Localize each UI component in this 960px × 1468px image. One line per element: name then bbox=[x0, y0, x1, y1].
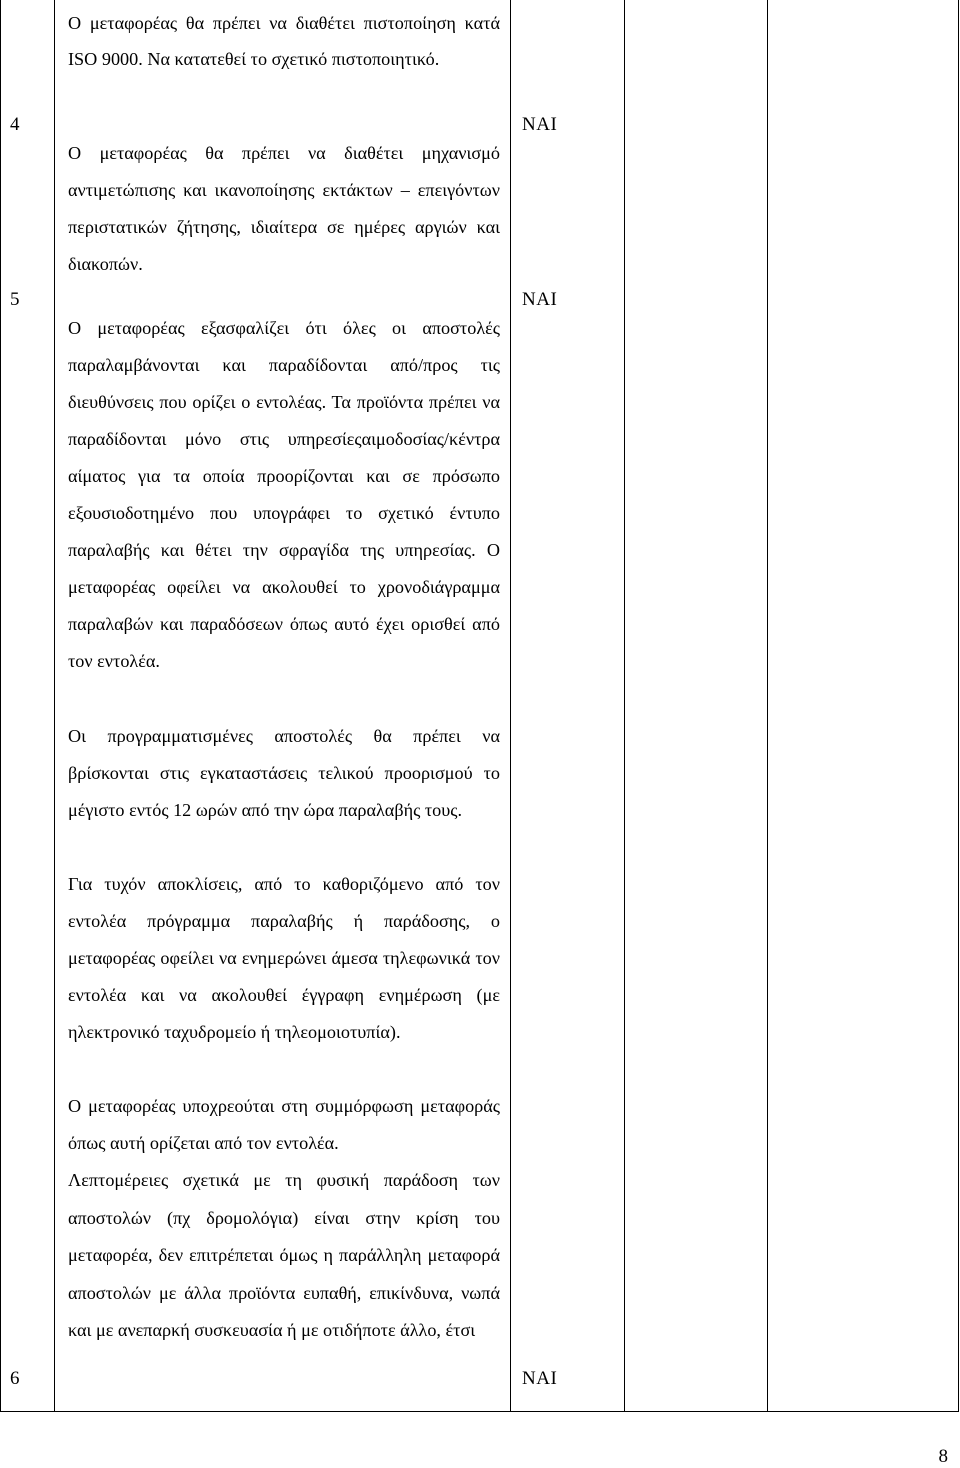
row-requirement-text: Λεπτομέρειες σχετικά με τη φυσική παράδοση των αποστολών (πχ δρομολόγια) είναι στην κρίση του μεταφορέα, δεν επιτρέπεται όμως η παράλληλη μεταφορά αποστολών με άλλα προϊόντα ευπαθή, επικίνδυνα, νωπά και με ανεπαρκή συσκευασία ή με οτιδήποτε άλλο, έτσι bbox=[68, 1170, 500, 1340]
table-divider-text bbox=[510, 0, 511, 1412]
row-number: 6 bbox=[10, 1368, 20, 1389]
row-requirement-text: Ο μεταφορέας θα πρέπει να διαθέτει πιστοποίηση κατά ISO 9000. Να κατατεθεί το σχετικό πιστοποιητικό. bbox=[68, 13, 500, 69]
row-number: 5 bbox=[10, 289, 20, 310]
row-answer: ΝΑΙ bbox=[522, 114, 558, 135]
row-requirement-text: Ο μεταφορέας θα πρέπει να διαθέτει μηχανισμό αντιμετώπισης και ικανοποίησης εκτάκτων – επειγόντων περιστατικών ζήτησης, ιδιαίτερα σε ημέρες αργιών και διακοπών. bbox=[68, 143, 500, 274]
table-border-left bbox=[0, 0, 1, 1412]
row-requirement-text: Για τυχόν αποκλίσεις, από το καθοριζόμενο από τον εντολέα πρόγραμμα παραλαβής ή παράδοσης, ο μεταφορέας οφείλει να ενημερώνει άμεσα τηλεφωνικά τον εντολέα και να ακολουθεί έγγραφη ενημέρωση (με ηλεκτρονικό ταχυδρομείο ή τηλεομοιοτυπία). bbox=[68, 874, 500, 1042]
table-divider-notes bbox=[767, 0, 768, 1412]
row-answer: ΝΑΙ bbox=[522, 1368, 558, 1389]
row-requirement-text: Οι προγραμματισμένες αποστολές θα πρέπει να βρίσκονται στις εγκαταστάσεις τελικού προορισμού το μέγιστο εντός 12 ωρών από την ώρα παραλαβής τους. bbox=[68, 726, 500, 820]
table-divider-number bbox=[54, 0, 55, 1412]
table-border-bottom bbox=[0, 1411, 959, 1412]
table-border-right bbox=[958, 0, 959, 1412]
row-requirement-text: Ο μεταφορέας εξασφαλίζει ότι όλες οι αποστολές παραλαμβάνονται και παραδίδονται από/προς τις διευθύνσεις που ορίζει ο εντολέας. Τα προϊόντα πρέπει να παραδίδονται μόνο στις υπηρεσίεςαιμοδοσίας/κέντρα αίματος για τα οποία προορίζονται και σε πρόσωπο εξουσιοδοτημένο που υπογράφει το σχετικό έντυπο παραλαβής και θέτει την σφραγίδα της υπηρεσίας. Ο μεταφορέας οφείλει να ακολουθεί το χρονοδιάγραμμα παραλαβών και παραδόσεων όπως αυτό έχει ορισθεί από τον εντολέα. bbox=[68, 318, 500, 671]
row-answer: ΝΑΙ bbox=[522, 289, 558, 310]
page-number: 8 bbox=[938, 1446, 948, 1467]
row-requirement-text: Ο μεταφορέας υποχρεούται στη συμμόρφωση μεταφοράς όπως αυτή ορίζεται από τον εντολέα. bbox=[68, 1096, 500, 1153]
table-divider-answer bbox=[624, 0, 625, 1412]
row-number: 4 bbox=[10, 114, 20, 135]
